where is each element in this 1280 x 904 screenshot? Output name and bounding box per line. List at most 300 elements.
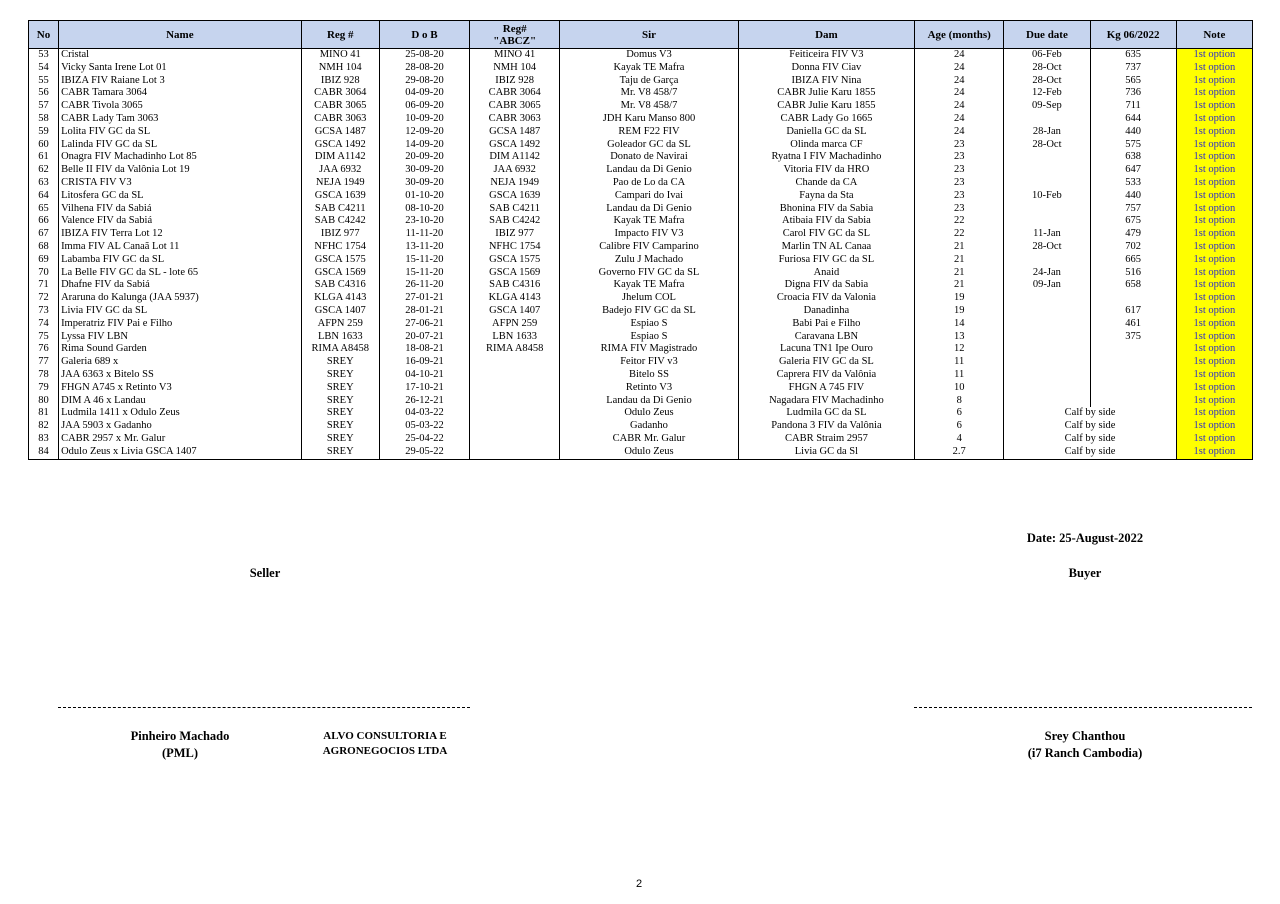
row-reg: AFPN 259 bbox=[301, 318, 379, 331]
row-note: 1st option bbox=[1176, 228, 1252, 241]
row-reg: SAB C4242 bbox=[301, 215, 379, 228]
row-reg: RIMA A8458 bbox=[301, 343, 379, 356]
row-sir: JDH Karu Manso 800 bbox=[560, 113, 738, 126]
row-no: 76 bbox=[29, 343, 59, 356]
row-dob: 26-11-20 bbox=[379, 279, 469, 292]
row-note: 1st option bbox=[1176, 62, 1252, 75]
row-reg: SAB C4211 bbox=[301, 203, 379, 216]
row-sir: Kayak TE Mafra bbox=[560, 62, 738, 75]
row-due-date: 09-Jan bbox=[1004, 279, 1090, 292]
row-no: 84 bbox=[29, 446, 59, 459]
table-row bbox=[29, 100, 1253, 113]
row-age: 4 bbox=[915, 433, 1004, 446]
row-age: 19 bbox=[915, 292, 1004, 305]
seller-signature-line bbox=[58, 707, 470, 708]
buyer-signature-line bbox=[914, 707, 1252, 708]
table-row bbox=[29, 267, 1253, 280]
row-dam: Digna FIV da Sabia bbox=[738, 279, 914, 292]
row-dam: CABR Julie Karu 1855 bbox=[738, 100, 914, 113]
row-sir: Landau da Di Genio bbox=[560, 203, 738, 216]
table-row bbox=[29, 139, 1253, 152]
row-name: CABR Tivola 3065 bbox=[59, 100, 302, 113]
row-no: 57 bbox=[29, 100, 59, 113]
row-no: 63 bbox=[29, 177, 59, 190]
row-reg-abcz: MINO 41 bbox=[470, 49, 560, 62]
buyer-signatory-org: (i7 Ranch Cambodia) bbox=[1027, 746, 1143, 760]
row-kg: 736 bbox=[1090, 87, 1176, 100]
row-reg-abcz bbox=[470, 369, 560, 382]
table-row bbox=[29, 395, 1253, 408]
row-dam: Croacia FIV da Valonia bbox=[738, 292, 914, 305]
row-reg-abcz bbox=[470, 433, 560, 446]
row-age: 12 bbox=[915, 343, 1004, 356]
row-age: 8 bbox=[915, 395, 1004, 408]
row-note: 1st option bbox=[1176, 369, 1252, 382]
row-age: 24 bbox=[915, 62, 1004, 75]
row-age: 23 bbox=[915, 177, 1004, 190]
table-row bbox=[29, 343, 1253, 356]
row-reg-abcz: AFPN 259 bbox=[470, 318, 560, 331]
row-name: Cristal bbox=[59, 49, 302, 62]
row-no: 71 bbox=[29, 279, 59, 292]
row-note: 1st option bbox=[1176, 343, 1252, 356]
row-due-date: 28-Oct bbox=[1004, 241, 1090, 254]
row-dob: 13-11-20 bbox=[379, 241, 469, 254]
row-dob: 04-10-21 bbox=[379, 369, 469, 382]
row-name: Lyssa FIV LBN bbox=[59, 331, 302, 344]
col-header-no: No bbox=[29, 21, 59, 49]
table-row bbox=[29, 305, 1253, 318]
row-dam: Vitoria FIV da HRO bbox=[738, 164, 914, 177]
row-dob: 23-10-20 bbox=[379, 215, 469, 228]
seller-signatory bbox=[100, 728, 260, 762]
row-name: IBIZA FIV Terra Lot 12 bbox=[59, 228, 302, 241]
row-kg: 737 bbox=[1090, 62, 1176, 75]
row-name: Imperatriz FIV Pai e Filho bbox=[59, 318, 302, 331]
row-kg: 617 bbox=[1090, 305, 1176, 318]
row-age: 22 bbox=[915, 228, 1004, 241]
row-reg-abcz: NFHC 1754 bbox=[470, 241, 560, 254]
row-dam: FHGN A 745 FIV bbox=[738, 382, 914, 395]
row-age: 23 bbox=[915, 190, 1004, 203]
row-no: 83 bbox=[29, 433, 59, 446]
row-dam: Marlin TN AL Canaa bbox=[738, 241, 914, 254]
table-row bbox=[29, 420, 1253, 433]
row-kg: 702 bbox=[1090, 241, 1176, 254]
row-sir: Goleador GC da SL bbox=[560, 139, 738, 152]
row-no: 74 bbox=[29, 318, 59, 331]
row-kg: 665 bbox=[1090, 254, 1176, 267]
row-name: Valence FIV da Sabiá bbox=[59, 215, 302, 228]
row-no: 61 bbox=[29, 151, 59, 164]
row-sir: Donato de Navirai bbox=[560, 151, 738, 164]
seller-company-line2: AGRONEGOCIOS LTDA bbox=[322, 745, 448, 757]
row-dob: 05-03-22 bbox=[379, 420, 469, 433]
row-note: 1st option bbox=[1176, 100, 1252, 113]
row-reg-abcz: JAA 6932 bbox=[470, 164, 560, 177]
row-kg bbox=[1090, 356, 1176, 369]
row-dob: 29-08-20 bbox=[379, 75, 469, 88]
table-row bbox=[29, 62, 1253, 75]
row-dam: CABR Julie Karu 1855 bbox=[738, 87, 914, 100]
row-dob: 28-01-21 bbox=[379, 305, 469, 318]
row-kg: 635 bbox=[1090, 49, 1176, 62]
row-dam: Lacuna TN1 Ipe Ouro bbox=[738, 343, 914, 356]
row-dam: Ludmila GC da SL bbox=[738, 407, 914, 420]
row-due-date bbox=[1004, 318, 1090, 331]
row-dob: 08-10-20 bbox=[379, 203, 469, 216]
row-age: 21 bbox=[915, 267, 1004, 280]
row-reg: SREY bbox=[301, 433, 379, 446]
row-dob: 30-09-20 bbox=[379, 177, 469, 190]
row-dob: 15-11-20 bbox=[379, 267, 469, 280]
row-dob: 26-12-21 bbox=[379, 395, 469, 408]
row-reg-abcz: IBIZ 977 bbox=[470, 228, 560, 241]
row-reg: IBIZ 928 bbox=[301, 75, 379, 88]
row-sir: Landau da Di Genio bbox=[560, 164, 738, 177]
row-reg: LBN 1633 bbox=[301, 331, 379, 344]
row-due-date bbox=[1004, 356, 1090, 369]
table-row bbox=[29, 126, 1253, 139]
row-sir: Governo FIV GC da SL bbox=[560, 267, 738, 280]
row-due-date: 28-Oct bbox=[1004, 139, 1090, 152]
row-due-date: 09-Sep bbox=[1004, 100, 1090, 113]
row-note: 1st option bbox=[1176, 164, 1252, 177]
row-due-date bbox=[1004, 164, 1090, 177]
row-kg: 711 bbox=[1090, 100, 1176, 113]
row-dam: Galeria FIV GC da SL bbox=[738, 356, 914, 369]
row-due-date: 28-Jan bbox=[1004, 126, 1090, 139]
row-no: 75 bbox=[29, 331, 59, 344]
row-sir: Gadanho bbox=[560, 420, 738, 433]
row-kg: 638 bbox=[1090, 151, 1176, 164]
row-name: La Belle FIV GC da SL - lote 65 bbox=[59, 267, 302, 280]
row-name: CABR Lady Tam 3063 bbox=[59, 113, 302, 126]
row-dam: Olinda marca CF bbox=[738, 139, 914, 152]
row-due-date: 06-Feb bbox=[1004, 49, 1090, 62]
row-sir: Calibre FIV Camparino bbox=[560, 241, 738, 254]
row-name: Araruna do Kalunga (JAA 5937) bbox=[59, 292, 302, 305]
row-due-date bbox=[1004, 177, 1090, 190]
row-name: Belle II FIV da Valônia Lot 19 bbox=[59, 164, 302, 177]
row-due-date: 12-Feb bbox=[1004, 87, 1090, 100]
row-dob: 16-09-21 bbox=[379, 356, 469, 369]
row-reg: SREY bbox=[301, 382, 379, 395]
row-dob: 20-07-21 bbox=[379, 331, 469, 344]
row-no: 69 bbox=[29, 254, 59, 267]
row-due-date bbox=[1004, 292, 1090, 305]
row-dam: CABR Lady Go 1665 bbox=[738, 113, 914, 126]
table-row bbox=[29, 49, 1253, 62]
row-reg: JAA 6932 bbox=[301, 164, 379, 177]
page-number: 2 bbox=[636, 878, 643, 890]
table-row bbox=[29, 75, 1253, 88]
row-no: 73 bbox=[29, 305, 59, 318]
row-reg: SREY bbox=[301, 446, 379, 459]
row-dam: Feiticeira FIV V3 bbox=[738, 49, 914, 62]
seller-company-line1: ALVO CONSULTORIA E bbox=[323, 730, 447, 742]
row-dob: 25-04-22 bbox=[379, 433, 469, 446]
row-note: 1st option bbox=[1176, 433, 1252, 446]
seller-signatory-name: Pinheiro Machado bbox=[130, 729, 230, 743]
row-dob: 06-09-20 bbox=[379, 100, 469, 113]
row-due-date bbox=[1004, 113, 1090, 126]
row-due-date bbox=[1004, 254, 1090, 267]
row-note: 1st option bbox=[1176, 241, 1252, 254]
row-reg: GSCA 1492 bbox=[301, 139, 379, 152]
row-no: 58 bbox=[29, 113, 59, 126]
col-header-kg: Kg 06/2022 bbox=[1090, 21, 1176, 49]
table-row bbox=[29, 151, 1253, 164]
row-sir: Bitelo SS bbox=[560, 369, 738, 382]
row-reg: SREY bbox=[301, 420, 379, 433]
row-kg: 565 bbox=[1090, 75, 1176, 88]
row-note: 1st option bbox=[1176, 267, 1252, 280]
col-header-reg-abcz: Reg# "ABCZ" bbox=[470, 21, 560, 49]
col-header-sir: Sir bbox=[560, 21, 738, 49]
table-row bbox=[29, 433, 1253, 446]
row-age: 23 bbox=[915, 203, 1004, 216]
table-row bbox=[29, 446, 1253, 459]
row-age: 14 bbox=[915, 318, 1004, 331]
row-dam: Atibaia FIV da Sabia bbox=[738, 215, 914, 228]
buyer-signatory bbox=[990, 728, 1180, 762]
row-note: 1st option bbox=[1176, 87, 1252, 100]
row-reg-abcz bbox=[470, 446, 560, 459]
row-due-date bbox=[1004, 382, 1090, 395]
row-note: 1st option bbox=[1176, 395, 1252, 408]
row-dam: Daniella GC da SL bbox=[738, 126, 914, 139]
row-name: Ludmila 1411 x Odulo Zeus bbox=[59, 407, 302, 420]
row-due-date: 24-Jan bbox=[1004, 267, 1090, 280]
row-no: 54 bbox=[29, 62, 59, 75]
row-sir: Landau da Di Genio bbox=[560, 395, 738, 408]
row-dam: IBIZA FIV Nina bbox=[738, 75, 914, 88]
row-dob: 10-09-20 bbox=[379, 113, 469, 126]
row-reg-abcz: GSCA 1575 bbox=[470, 254, 560, 267]
row-no: 68 bbox=[29, 241, 59, 254]
row-kg: 461 bbox=[1090, 318, 1176, 331]
row-reg: SREY bbox=[301, 407, 379, 420]
row-reg-abcz: NEJA 1949 bbox=[470, 177, 560, 190]
row-due-date: Calf by side bbox=[1004, 433, 1176, 446]
row-dob: 29-05-22 bbox=[379, 446, 469, 459]
row-reg-abcz bbox=[470, 420, 560, 433]
row-sir: Jhelum COL bbox=[560, 292, 738, 305]
row-note: 1st option bbox=[1176, 151, 1252, 164]
row-reg-abcz: GSCA 1639 bbox=[470, 190, 560, 203]
row-note: 1st option bbox=[1176, 203, 1252, 216]
row-sir: Espiao S bbox=[560, 318, 738, 331]
row-name: CABR 2957 x Mr. Galur bbox=[59, 433, 302, 446]
row-name: Imma FIV AL Canaã Lot 11 bbox=[59, 241, 302, 254]
row-dob: 20-09-20 bbox=[379, 151, 469, 164]
row-reg: DIM A1142 bbox=[301, 151, 379, 164]
row-due-date bbox=[1004, 203, 1090, 216]
row-name: JAA 6363 x Bitelo SS bbox=[59, 369, 302, 382]
date-label: Date: 25-August-2022 bbox=[1026, 531, 1144, 545]
row-sir: RIMA FIV Magistrado bbox=[560, 343, 738, 356]
row-dob: 14-09-20 bbox=[379, 139, 469, 152]
row-note: 1st option bbox=[1176, 177, 1252, 190]
col-header-age: Age (months) bbox=[915, 21, 1004, 49]
table-row bbox=[29, 241, 1253, 254]
row-name: Livia FIV GC da SL bbox=[59, 305, 302, 318]
row-name: Vilhena FIV da Sabiá bbox=[59, 203, 302, 216]
row-dob: 25-08-20 bbox=[379, 49, 469, 62]
row-age: 24 bbox=[915, 87, 1004, 100]
row-sir: Impacto FIV V3 bbox=[560, 228, 738, 241]
row-name: Litosfera GC da SL bbox=[59, 190, 302, 203]
row-name: Lolita FIV GC da SL bbox=[59, 126, 302, 139]
row-reg-abcz: GSCA 1407 bbox=[470, 305, 560, 318]
row-reg-abcz: SAB C4316 bbox=[470, 279, 560, 292]
table-row bbox=[29, 215, 1253, 228]
row-sir: Feitor FIV v3 bbox=[560, 356, 738, 369]
row-age: 24 bbox=[915, 75, 1004, 88]
row-dam: Furiosa FIV GC da SL bbox=[738, 254, 914, 267]
row-note: 1st option bbox=[1176, 318, 1252, 331]
row-dob: 15-11-20 bbox=[379, 254, 469, 267]
row-kg bbox=[1090, 382, 1176, 395]
row-no: 62 bbox=[29, 164, 59, 177]
row-name: DIM A 46 x Landau bbox=[59, 395, 302, 408]
row-name: Rima Sound Garden bbox=[59, 343, 302, 356]
row-note: 1st option bbox=[1176, 292, 1252, 305]
row-age: 11 bbox=[915, 369, 1004, 382]
col-header-dob: D o B bbox=[379, 21, 469, 49]
row-reg: NFHC 1754 bbox=[301, 241, 379, 254]
row-dam: CABR Straim 2957 bbox=[738, 433, 914, 446]
row-dam: Caravana LBN bbox=[738, 331, 914, 344]
row-dam: Pandona 3 FIV da Valônia bbox=[738, 420, 914, 433]
col-header-note: Note bbox=[1176, 21, 1252, 49]
row-dam: Babi Pai e Filho bbox=[738, 318, 914, 331]
row-dam: Chande da CA bbox=[738, 177, 914, 190]
row-due-date bbox=[1004, 151, 1090, 164]
row-due-date bbox=[1004, 215, 1090, 228]
row-dam: Anaid bbox=[738, 267, 914, 280]
table-row bbox=[29, 87, 1253, 100]
table-row bbox=[29, 331, 1253, 344]
row-dam: Bhonina FIV da Sabia bbox=[738, 203, 914, 216]
row-age: 24 bbox=[915, 49, 1004, 62]
row-reg-abcz: NMH 104 bbox=[470, 62, 560, 75]
row-sir: Pao de Lo da CA bbox=[560, 177, 738, 190]
row-reg: SREY bbox=[301, 356, 379, 369]
row-reg-abcz: GSCA 1569 bbox=[470, 267, 560, 280]
table-header-row bbox=[29, 21, 1253, 49]
row-kg: 647 bbox=[1090, 164, 1176, 177]
row-due-date: Calf by side bbox=[1004, 407, 1176, 420]
row-no: 70 bbox=[29, 267, 59, 280]
table-row bbox=[29, 228, 1253, 241]
row-sir: Retinto V3 bbox=[560, 382, 738, 395]
row-kg: 375 bbox=[1090, 331, 1176, 344]
seller-company bbox=[300, 729, 470, 759]
row-reg-abcz: LBN 1633 bbox=[470, 331, 560, 344]
row-due-date: 11-Jan bbox=[1004, 228, 1090, 241]
table-row bbox=[29, 177, 1253, 190]
row-no: 72 bbox=[29, 292, 59, 305]
row-due-date bbox=[1004, 343, 1090, 356]
row-sir: Odulo Zeus bbox=[560, 407, 738, 420]
row-due-date: 28-Oct bbox=[1004, 62, 1090, 75]
row-note: 1st option bbox=[1176, 305, 1252, 318]
row-kg: 516 bbox=[1090, 267, 1176, 280]
row-due-date bbox=[1004, 331, 1090, 344]
table-row bbox=[29, 407, 1253, 420]
row-reg: GSCA 1407 bbox=[301, 305, 379, 318]
row-age: 21 bbox=[915, 241, 1004, 254]
row-reg: GSCA 1639 bbox=[301, 190, 379, 203]
row-age: 10 bbox=[915, 382, 1004, 395]
row-reg: SAB C4316 bbox=[301, 279, 379, 292]
row-no: 67 bbox=[29, 228, 59, 241]
row-no: 56 bbox=[29, 87, 59, 100]
row-reg-abcz bbox=[470, 382, 560, 395]
row-name: Labamba FIV GC da SL bbox=[59, 254, 302, 267]
row-reg: NEJA 1949 bbox=[301, 177, 379, 190]
row-kg bbox=[1090, 395, 1176, 408]
row-sir: Mr. V8 458/7 bbox=[560, 100, 738, 113]
row-reg-abcz: DIM A1142 bbox=[470, 151, 560, 164]
row-reg: SREY bbox=[301, 369, 379, 382]
row-no: 79 bbox=[29, 382, 59, 395]
row-reg: SREY bbox=[301, 395, 379, 408]
row-reg: CABR 3065 bbox=[301, 100, 379, 113]
row-kg: 440 bbox=[1090, 126, 1176, 139]
row-reg-abcz: GCSA 1487 bbox=[470, 126, 560, 139]
row-name: FHGN A745 x Retinto V3 bbox=[59, 382, 302, 395]
row-age: 24 bbox=[915, 113, 1004, 126]
row-dam: Danadinha bbox=[738, 305, 914, 318]
row-dam: Livia GC da Sl bbox=[738, 446, 914, 459]
row-note: 1st option bbox=[1176, 382, 1252, 395]
table-row bbox=[29, 164, 1253, 177]
row-reg: GSCA 1569 bbox=[301, 267, 379, 280]
col-header-reg: Reg # bbox=[301, 21, 379, 49]
row-reg-abcz bbox=[470, 407, 560, 420]
row-age: 22 bbox=[915, 215, 1004, 228]
row-name: Vicky Santa Irene Lot 01 bbox=[59, 62, 302, 75]
row-age: 21 bbox=[915, 254, 1004, 267]
row-age: 2.7 bbox=[915, 446, 1004, 459]
row-sir: Mr. V8 458/7 bbox=[560, 87, 738, 100]
row-note: 1st option bbox=[1176, 75, 1252, 88]
row-name: Odulo Zeus x Livia GSCA 1407 bbox=[59, 446, 302, 459]
row-dob: 30-09-20 bbox=[379, 164, 469, 177]
row-reg-abcz bbox=[470, 356, 560, 369]
row-note: 1st option bbox=[1176, 331, 1252, 344]
row-dam: Donna FIV Ciav bbox=[738, 62, 914, 75]
row-reg: KLGA 4143 bbox=[301, 292, 379, 305]
row-reg-abcz: GSCA 1492 bbox=[470, 139, 560, 152]
row-reg: IBIZ 977 bbox=[301, 228, 379, 241]
row-sir: CABR Mr. Galur bbox=[560, 433, 738, 446]
row-age: 13 bbox=[915, 331, 1004, 344]
row-dob: 17-10-21 bbox=[379, 382, 469, 395]
table-row bbox=[29, 318, 1253, 331]
cattle-table bbox=[28, 20, 1253, 460]
row-kg bbox=[1090, 343, 1176, 356]
table-row bbox=[29, 382, 1253, 395]
row-kg: 533 bbox=[1090, 177, 1176, 190]
row-dob: 12-09-20 bbox=[379, 126, 469, 139]
row-due-date: Calf by side bbox=[1004, 446, 1176, 459]
row-note: 1st option bbox=[1176, 446, 1252, 459]
row-sir: Domus V3 bbox=[560, 49, 738, 62]
